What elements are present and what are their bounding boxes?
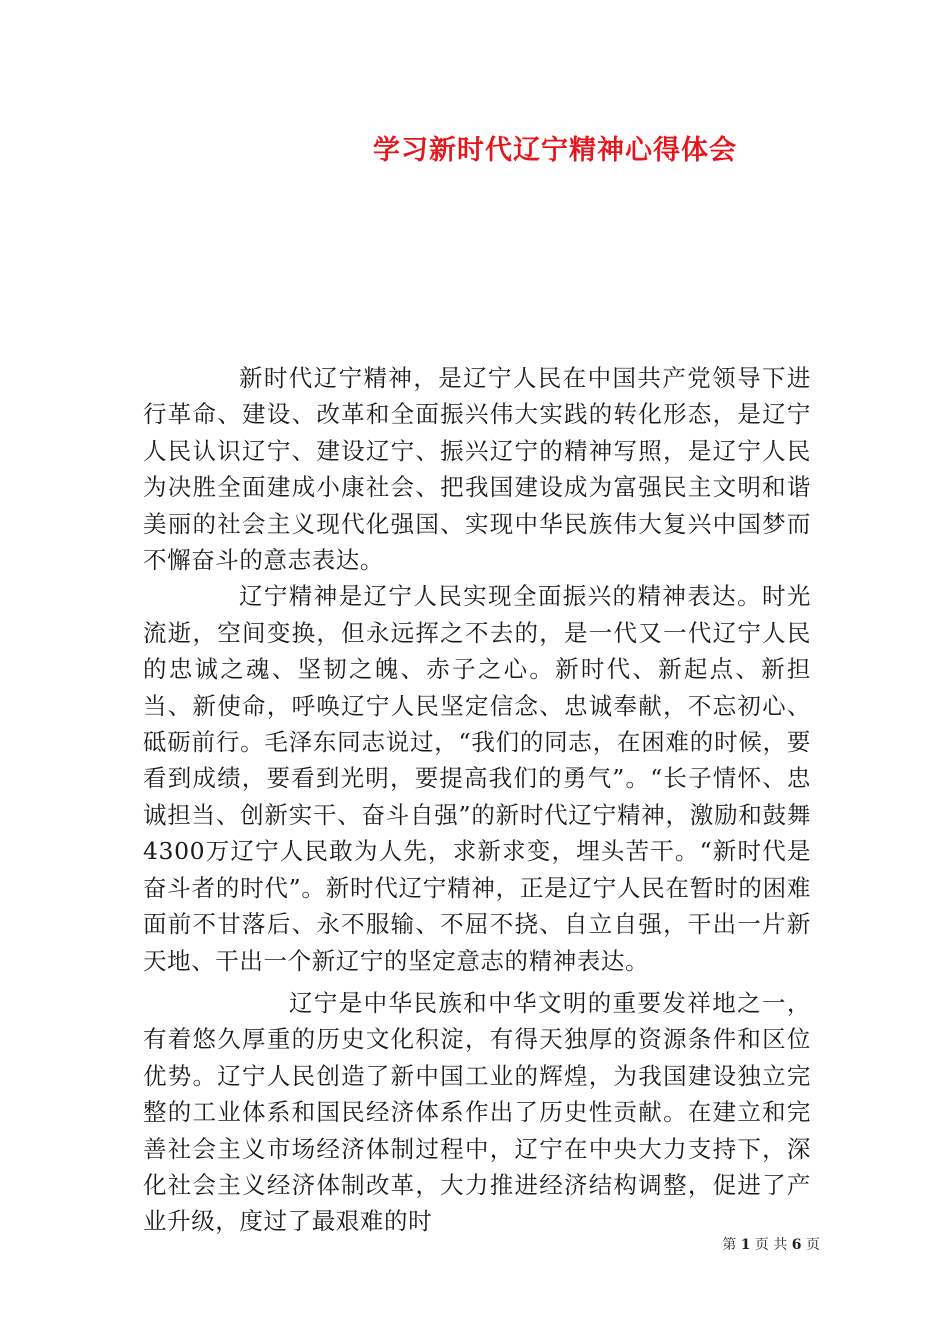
document-title: 学习新时代辽宁精神心得体会: [373, 135, 737, 166]
footer-prefix: 第: [722, 1237, 737, 1253]
paragraph-3: 辽宁是中华民族和中华文明的重要发祥地之一，有着悠久厚重的历史文化积淀，有得天独厚的资源条件和区位优势。辽宁人民创造了新中国工业的辉煌，为我国建设独立完整的工业体系和国民经济体系作出了历史性贡献。在建立和完善社会主义市场经济体制过程中，辽宁在中央大力支持下，深化社会主义经济体制改革，大力推进经济结构调整，促进了产业升级，度过了最艰难的时: [143, 988, 811, 1236]
footer-suffix: 页: [806, 1237, 820, 1253]
footer-total-pages: 6: [791, 1237, 802, 1253]
footer-middle: 页 共: [754, 1237, 788, 1253]
footer-current-page: 1: [740, 1237, 751, 1253]
paragraph-1: 新时代辽宁精神，是辽宁人民在中国共产党领导下进行革命、建设、改革和全面振兴伟大实践的转化形态，是辽宁人民认识辽宁、建设辽宁、振兴辽宁的精神写照，是辽宁人民为决胜全面建成小康社会、把我国建设成为富强民主文明和谐美丽的社会主义现代化强国、实现中华民族伟大复兴中国梦而不懈奋斗的意志表达。: [143, 364, 811, 575]
paragraph-2: 辽宁精神是辽宁人民实现全面振兴的精神表达。时光流逝，空间变换，但永远挥之不去的，是一代又一代辽宁人民的忠诚之魂、坚韧之魄、赤子之心。新时代、新起点、新担当、新使命，呼唤辽宁人民坚定信念、忠诚奉献，不忘初心、砥砺前行。毛泽东同志说过，“我们的同志，在困难的时候，要看到成绩，要看到光明，要提高我们的勇气”。“长子情怀、忠诚担当、创新实干、奋斗自强”的新时代辽宁精神，激励和鼓舞4300万辽宁人民敢为人先，求新求变，埋头苦干。“新时代是奋斗者的时代”。新时代辽宁精神，正是辽宁人民在暂时的困难面前不甘落后、永不服输、不屈不挠、自立自强，干出一片新天地、干出一个新辽宁的坚定意志的精神表达。: [143, 582, 811, 975]
page-number-footer: [722, 1234, 820, 1254]
document-body: [143, 360, 811, 1240]
